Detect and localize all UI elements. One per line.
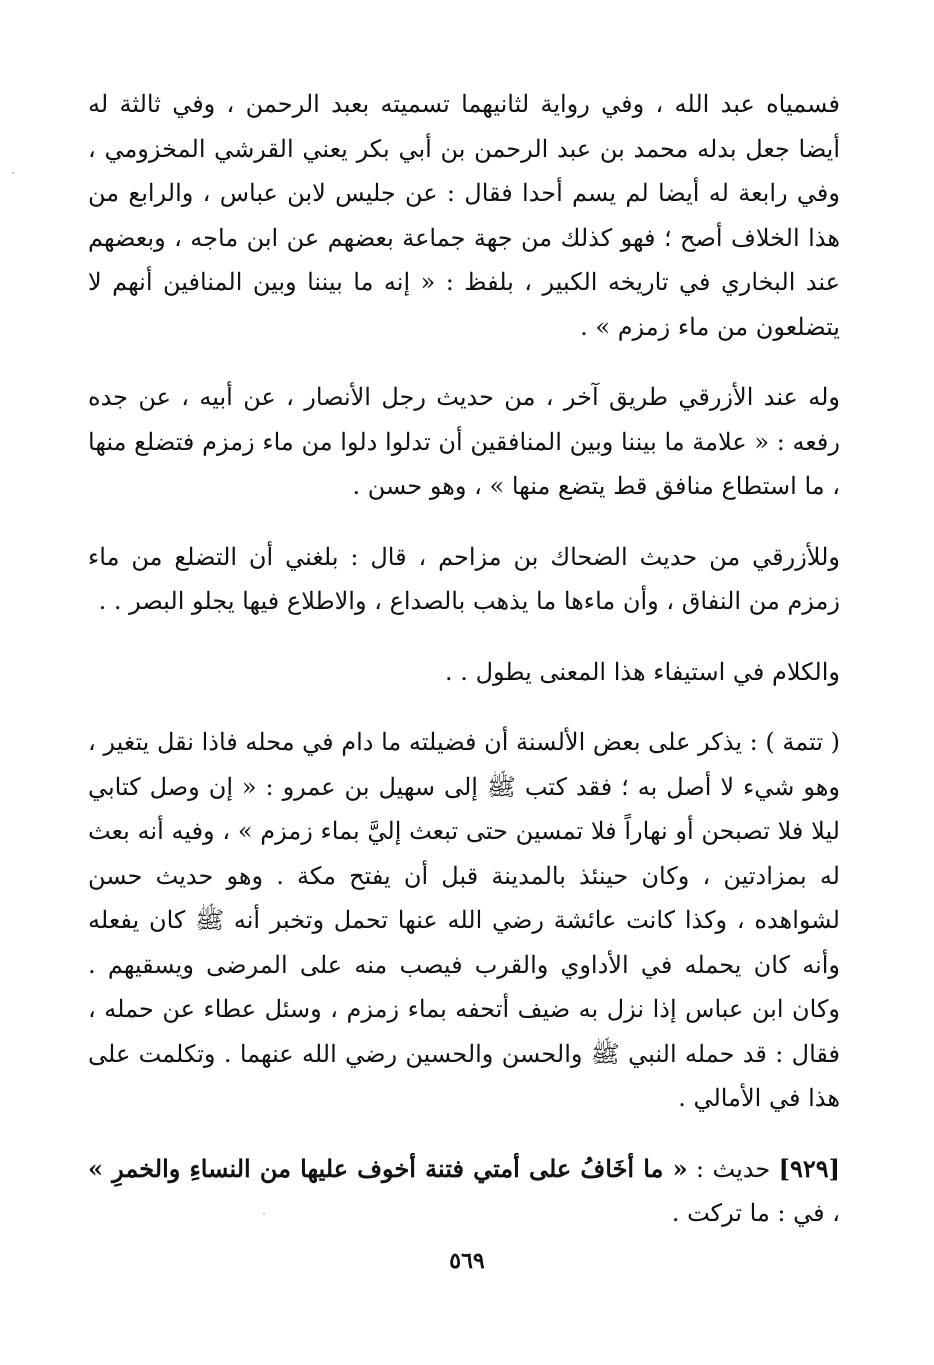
page-body: [88, 82, 840, 1236]
hadith-text: « ما أخَافُ على أمتي فتنة أخوف عليها من النساءِ والخمرِ »: [88, 1153, 688, 1183]
page-number: ٥٦٩: [449, 1248, 485, 1274]
paragraph-1: فسمياه عبد الله ، وفي رواية لثانيهما تسميته بعبد الرحمن ، وفي ثالثة له أيضا جعل بدله محمد بن عبد الرحمن بن أبي بكر يعني القرشي المخزومي ، وفي رابعة له أيضا لم يسم أحدا فقال : عن جليس لابن عباس ، والرابع من هذا الخلاف أصح ؛ فهو كذلك من جهة جماعة بعضهم عن ابن ماجه ، وبعضهم عند البخاري في تاريخه الكبير ، بلفظ : « إنه ما بيننا وبين المنافين أنهم لا يتضلعون من ماء زمزم » .: [88, 90, 840, 341]
hadith-prefix: حديث :: [687, 1154, 779, 1183]
hadith-source: ، في : ما تركت .: [671, 1199, 840, 1227]
paragraph-2: وله عند الأزرقي طريق آخر ، من حديث رجل الأنصار ، عن أبيه ، عن جده رفعه : « علامة ما بيننا وبين المنافقين أن تدلوا دلوا من ماء زمزم فتضلع منها ، ما استطاع منافق قط يتضع منها » ، وهو حسن .: [88, 383, 840, 500]
scan-speck: [263, 1213, 265, 1215]
paragraph-4: والكلام في استيفاء هذا المعنى يطول . .: [445, 657, 840, 686]
scan-speck: [12, 172, 14, 174]
hadith-entry: [88, 1147, 840, 1236]
hadith-number: [٩٢٩]: [778, 1153, 841, 1183]
paragraph-3: وللأزرقي من حديث الضحاك بن مزاحم ، قال : بلغني أن التضلع من ماء زمزم من النفاق ، وأن ماءها ما يذهب بالصداع ، والاطلاع فيها يجلو البصر . .: [88, 542, 841, 615]
paragraph-tatimma: ( تتمة ) : يذكر على بعض الألسنة أن فضيلته ما دام في محله فاذا نقل يتغير ، وهو شيء لا أصل به ؛ فقد كتب ﷺ إلى سهيل بن عمرو : « إن وصل كتابي ليلا فلا تصبحن أو نهاراً فلا تمسين حتى تبعث إليَّ بماء زمزم » ، وفيه أنه بعث له بمزادتين ، وكان حينئذ بالمدينة قبل أن يفتح مكة . وهو حديث حسن لشواهده ، وكذا كانت عائشة رضي الله عنها تحمل وتخبر أنه ﷺ كان يفعله وأنه كان يحمله في الأداوي والقرب فيصب منه على المرضى ويسقيهم . وكان ابن عباس إذا نزل به ضيف أتحفه بماء زمزم ، وسئل عطاء عن حمله ، فقال : قد حمله النبي ﷺ والحسن والحسين رضي الله عنهما . وتكلمت على هذا في الأمالي .: [88, 728, 840, 1112]
